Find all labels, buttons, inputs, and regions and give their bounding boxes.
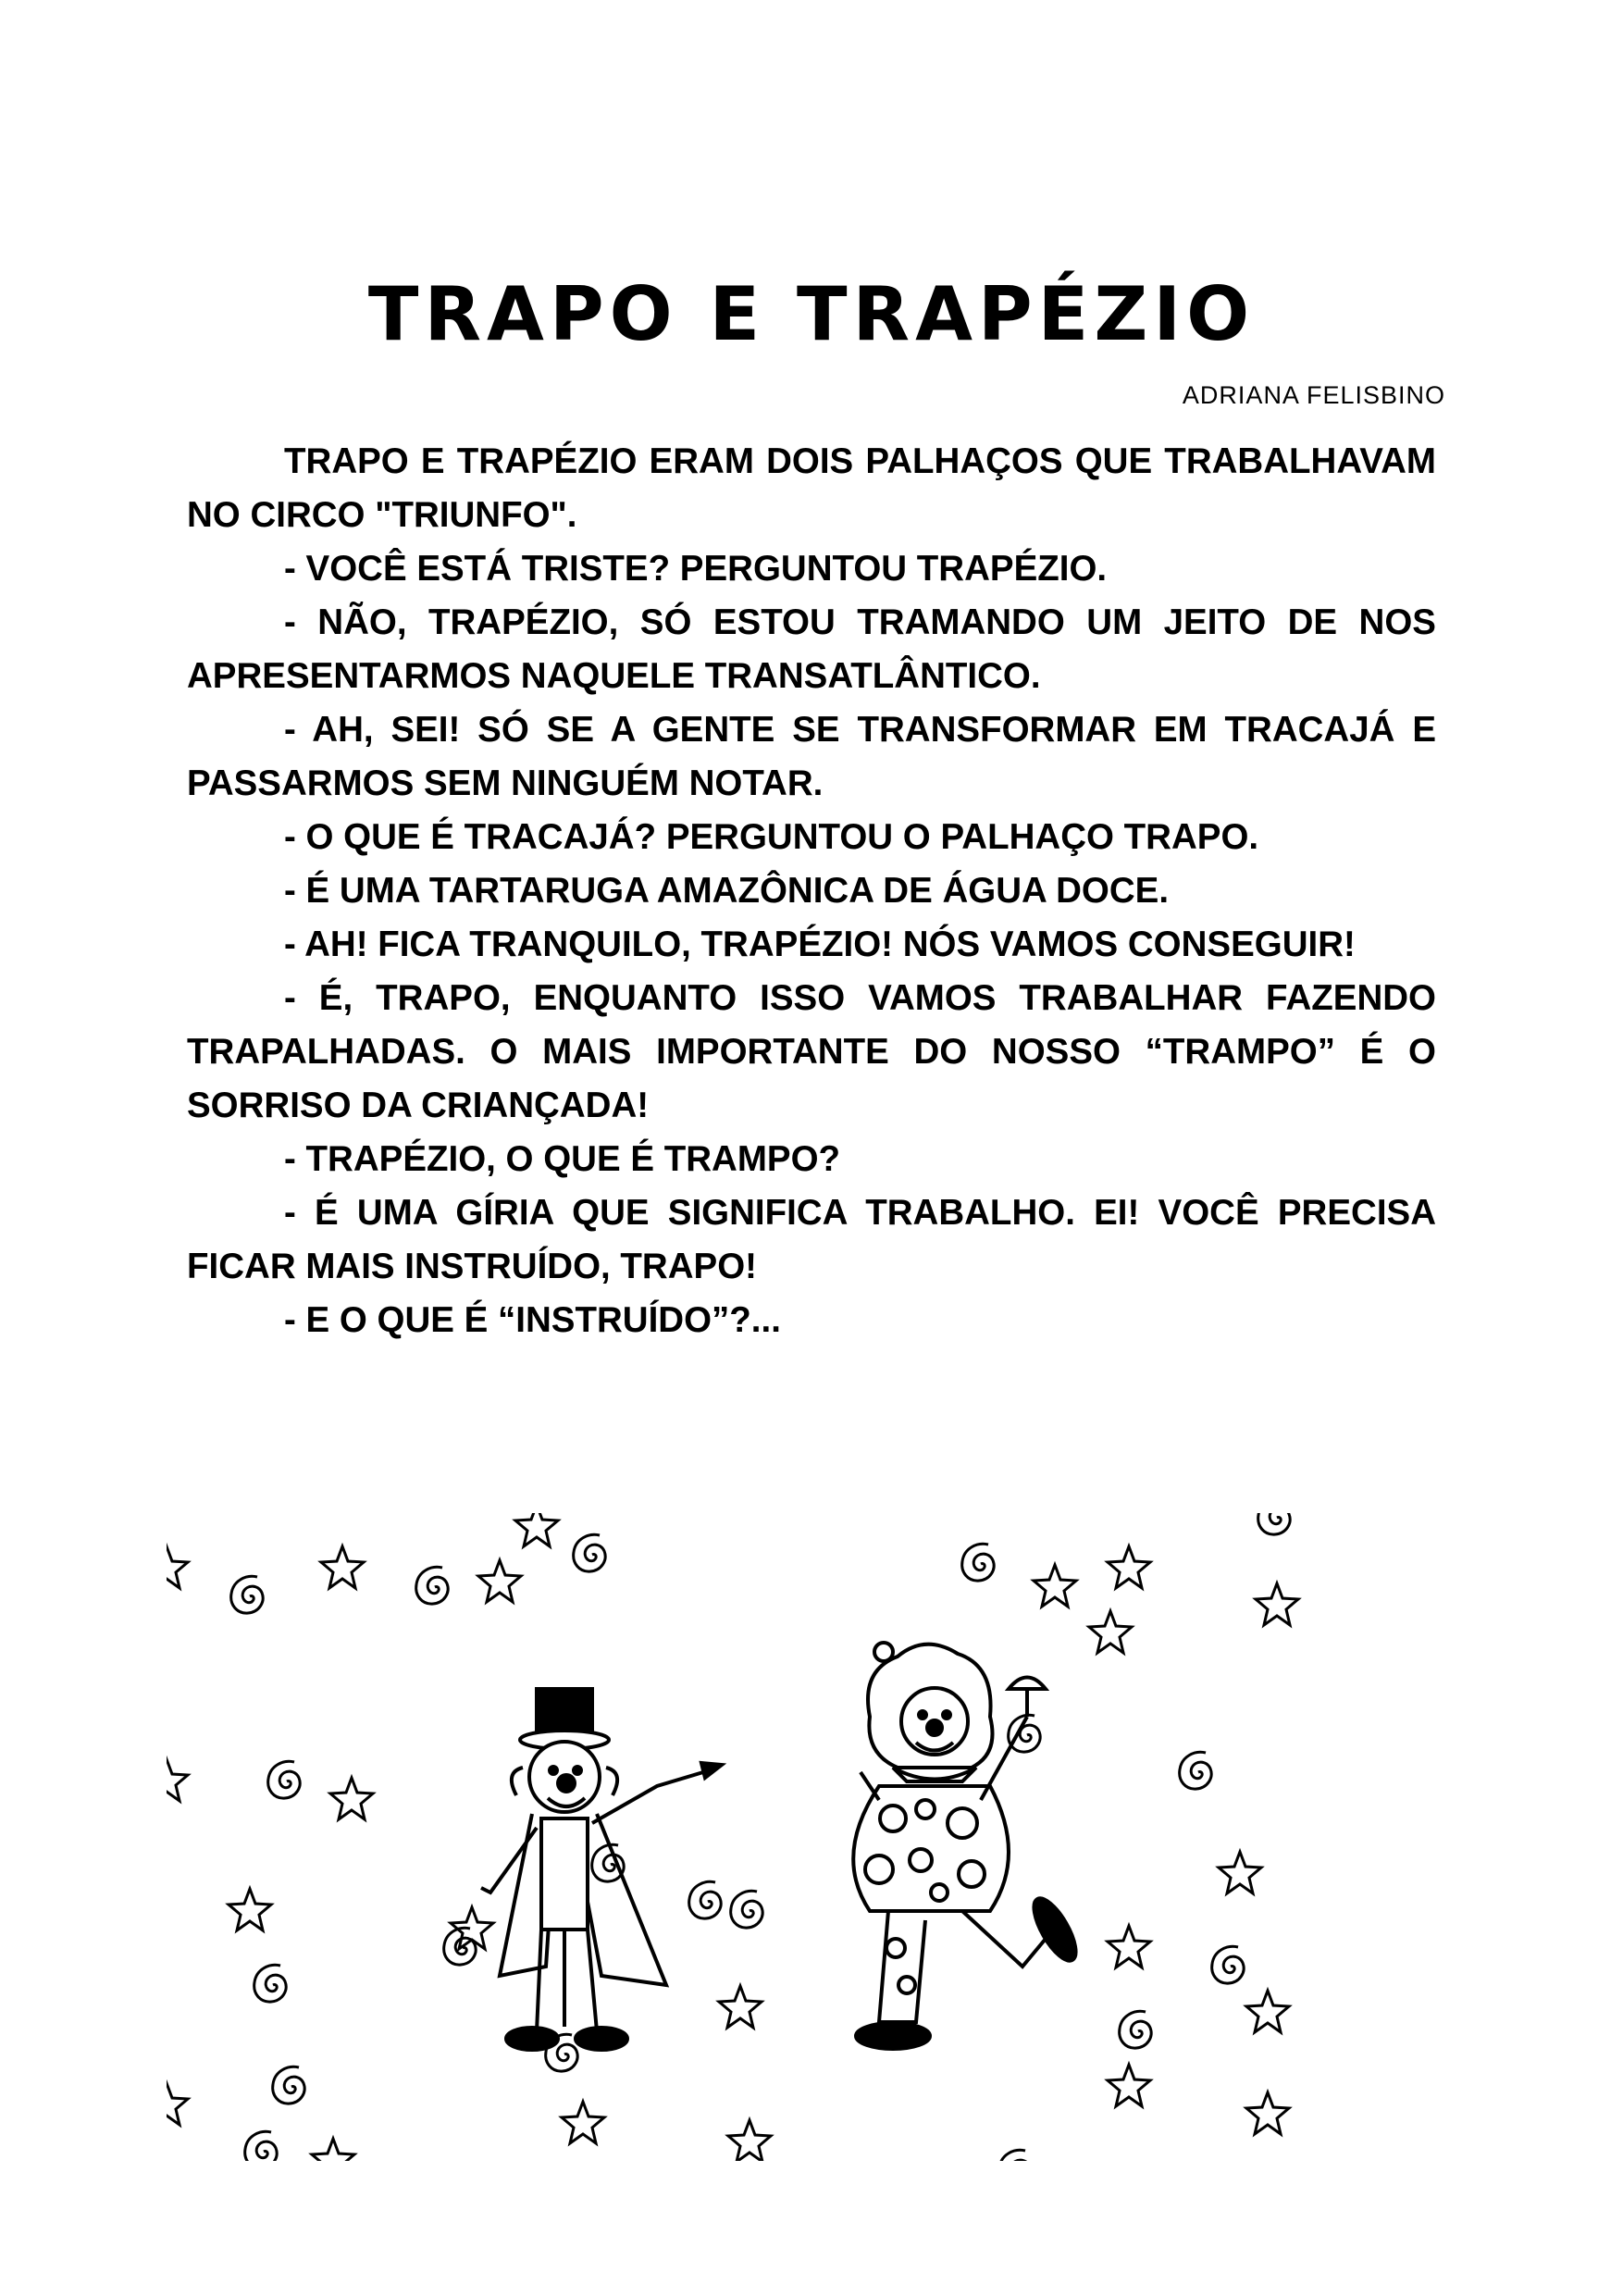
- author-name: ADRIANA FELISBINO: [1182, 381, 1445, 409]
- spiral-icon: [231, 1576, 263, 1613]
- spiral-icon: [268, 1761, 300, 1798]
- story-paragraph: - É, TRAPO, ENQUANTO ISSO VAMOS TRABALHAR FAZENDO TRAPALHADAS. O MAIS IMPORTANTE DO NOSSO “TRAMPO” É O SORRISO DA CRIANÇADA!: [187, 978, 1436, 1125]
- star-icon: [1246, 2092, 1289, 2134]
- star-icon: [312, 2139, 354, 2161]
- stars-and-spirals: [167, 1513, 1298, 2161]
- spiral-icon: [254, 1965, 286, 2002]
- star-icon: [515, 1513, 558, 1546]
- star-icon: [1246, 1991, 1289, 2032]
- clown-with-top-hat: [481, 1689, 722, 2050]
- spiral-icon: [999, 2150, 1031, 2161]
- clowns-illustration: [167, 1513, 1462, 2161]
- spiral-icon: [689, 1881, 721, 1918]
- clown-with-polka-dots: [853, 1643, 1084, 2049]
- star-icon: [1108, 2065, 1150, 2106]
- star-icon: [167, 2083, 188, 2125]
- spiral-icon: [1180, 1752, 1211, 1789]
- star-icon: [1108, 1926, 1150, 1967]
- story-paragraph: - É UMA TARTARUGA AMAZÔNICA DE ÁGUA DOCE.: [284, 871, 1170, 911]
- page-title: TRAPO E TRAPÉZIO: [367, 271, 1256, 357]
- illustration-canvas: [167, 1513, 1462, 2161]
- star-icon: [1108, 1546, 1150, 1588]
- star-icon: [478, 1560, 521, 1602]
- spiral-icon: [592, 1844, 624, 1881]
- story-paragraph: - O QUE É TRACAJÁ? PERGUNTOU O PALHAÇO TRAPO.: [284, 817, 1259, 857]
- star-icon: [1219, 1852, 1261, 1893]
- star-icon: [562, 2102, 604, 2143]
- spiral-icon: [1120, 2011, 1151, 2048]
- story-paragraph: - AH! FICA TRANQUILO, TRAPÉZIO! NÓS VAMOS CONSEGUIR!: [284, 925, 1356, 964]
- star-icon: [1089, 1611, 1132, 1653]
- star-icon: [1256, 1583, 1298, 1625]
- star-icon: [167, 1759, 188, 1801]
- story-paragraph: - AH, SEI! SÓ SE A GENTE SE TRANSFORMAR EM TRACAJÁ E PASSARMOS SEM NINGUÉM NOTAR.: [187, 710, 1436, 803]
- star-icon: [229, 1889, 271, 1930]
- star-icon: [330, 1778, 373, 1819]
- spiral-icon: [273, 2066, 304, 2104]
- story-paragraph: - NÃO, TRAPÉZIO, SÓ ESTOU TRAMANDO UM JEITO DE NOS APRESENTARMOS NAQUELE TRANSATLÂNTICO.: [187, 602, 1436, 696]
- spiral-icon: [416, 1567, 448, 1604]
- story-paragraph: - E O QUE É “INSTRUÍDO”?...: [284, 1300, 781, 1340]
- star-icon: [167, 1546, 188, 1588]
- story-paragraph: TRAPO E TRAPÉZIO ERAM DOIS PALHAÇOS QUE TRABALHAVAM NO CIRCO "TRIUNFO".: [187, 441, 1436, 535]
- story-paragraph: - VOCÊ ESTÁ TRISTE? PERGUNTOU TRAPÉZIO.: [284, 549, 1108, 589]
- star-icon: [321, 1546, 364, 1588]
- story-paragraph: - É UMA GÍRIA QUE SIGNIFICA TRABALHO. EI! VOCÊ PRECISA FICAR MAIS INSTRUÍDO, TRAPO!: [187, 1193, 1436, 1286]
- star-icon: [728, 2120, 771, 2161]
- spiral-icon: [245, 2131, 277, 2161]
- story-paragraph: - TRAPÉZIO, O QUE É TRAMPO?: [284, 1139, 841, 1179]
- spiral-icon: [574, 1534, 605, 1571]
- spiral-icon: [962, 1544, 994, 1581]
- star-icon: [719, 1986, 762, 2028]
- spiral-icon: [1258, 1513, 1290, 1534]
- story-text: [187, 435, 1436, 1347]
- spiral-icon: [1212, 1946, 1244, 1983]
- star-icon: [1034, 1565, 1076, 1607]
- spiral-icon: [731, 1891, 762, 1928]
